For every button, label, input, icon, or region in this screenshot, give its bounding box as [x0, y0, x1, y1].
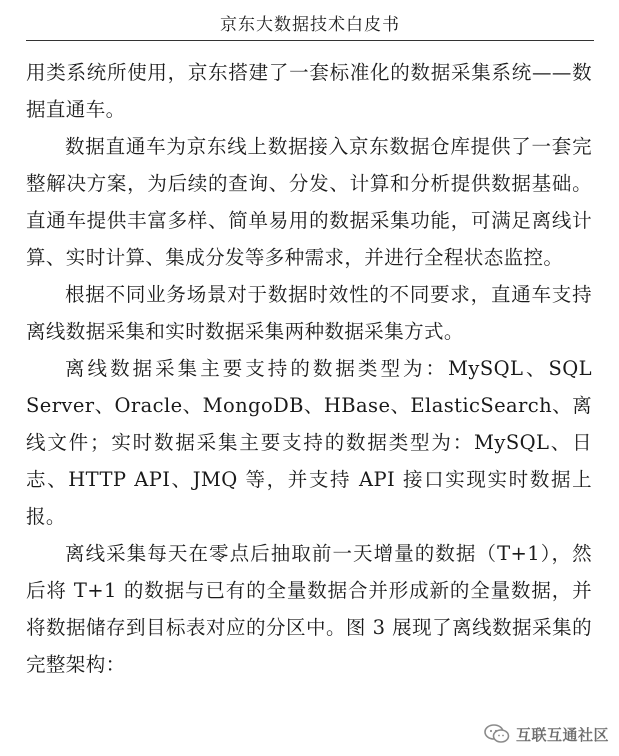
page-header	[26, 10, 594, 41]
wechat-icon	[484, 724, 510, 744]
paragraph: 离线采集每天在零点后抽取前一天增量的数据（T+1），然后将 T+1 的数据与已有的全量数据合并形成新的全量数据，并将数据储存到目标表对应的分区中。图 3 展现了离线数据采集的完整架构：	[26, 542, 592, 676]
watermark-text: 互联互通社区	[515, 725, 609, 744]
watermark	[484, 722, 609, 746]
paragraph: 根据不同业务场景对于数据时效性的不同要求，直通车支持离线数据采集和实时数据采集两种数据采集方式。	[26, 283, 592, 343]
page-title: 京东大数据技术白皮书	[220, 15, 400, 35]
document-body	[26, 54, 592, 683]
paragraph: 用类系统所使用，京东搭建了一套标准化的数据采集系统——数据直通车。	[26, 61, 592, 121]
paragraph: 离线数据采集主要支持的数据类型为：MySQL、SQL Server、Oracle、MongoDB、HBase、ElasticSearch、离线文件；实时数据采集主要支持的数据类型为：MySQL、日志、HTTP API、JMQ 等，并支持 API 接口实现实时数据上报。	[26, 357, 592, 528]
paragraph: 数据直通车为京东线上数据接入京东数据仓库提供了一套完整解决方案，为后续的查询、分发、计算和分析提供数据基础。直通车提供丰富多样、简单易用的数据采集功能，可满足离线计算、实时计算、集成分发等多种需求，并进行全程状态监控。	[26, 135, 592, 269]
